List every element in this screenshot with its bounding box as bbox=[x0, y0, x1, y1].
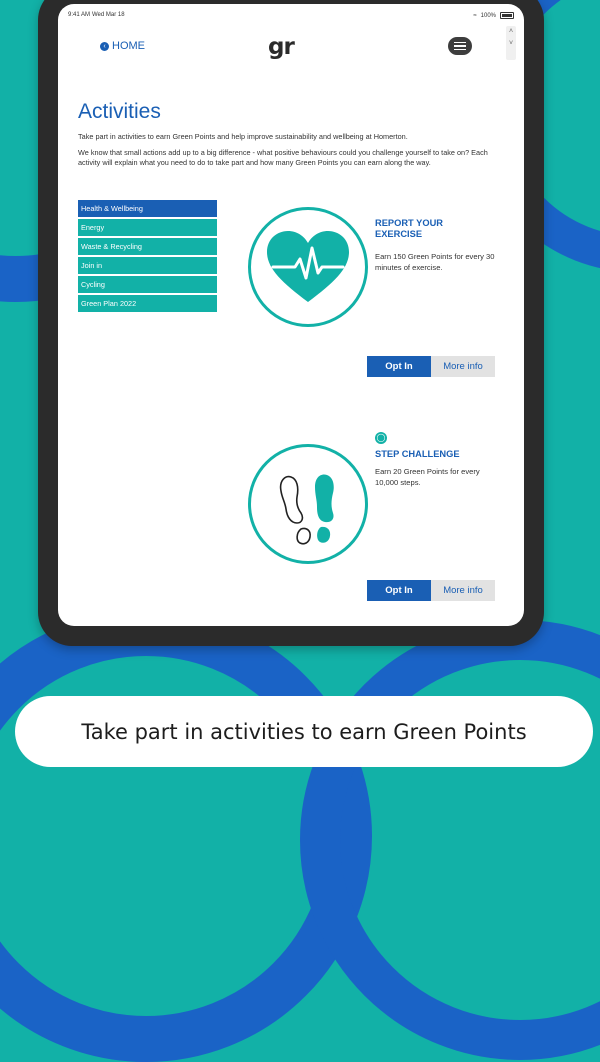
caption-banner: Take part in activities to earn Green Points bbox=[15, 696, 593, 767]
decorative-arc bbox=[300, 620, 600, 1060]
category-waste-recycling[interactable]: Waste & Recycling bbox=[78, 238, 217, 255]
page-title: Activities bbox=[78, 100, 161, 123]
menu-button[interactable] bbox=[448, 37, 472, 55]
category-cycling[interactable]: Cycling bbox=[78, 276, 217, 293]
category-list bbox=[78, 200, 217, 314]
activity-description: Earn 20 Green Points for every 10,000 steps. bbox=[375, 467, 480, 487]
more-info-button[interactable]: More info bbox=[431, 356, 495, 377]
home-link[interactable] bbox=[100, 40, 145, 52]
category-join-in[interactable]: Join in bbox=[78, 257, 217, 274]
status-indicators bbox=[473, 12, 514, 19]
heart-pulse-icon bbox=[251, 210, 365, 324]
activity-description: Earn 150 Green Points for every 30 minutes of exercise. bbox=[375, 252, 495, 272]
battery-icon bbox=[500, 12, 514, 19]
opt-in-button[interactable]: Opt In bbox=[367, 580, 431, 601]
app-screen bbox=[58, 4, 524, 626]
opt-in-button[interactable]: Opt In bbox=[367, 356, 431, 377]
intro-paragraph: We know that small actions add up to a big difference - what positive behaviours could you challenge yourself to take on? Each activity will explain what you need to do to take part and how many Green Points you can earn along the way. bbox=[78, 148, 488, 167]
more-info-button[interactable]: More info bbox=[431, 580, 495, 601]
walking-icon: ◯ bbox=[376, 433, 386, 442]
activity-actions bbox=[367, 580, 495, 601]
scrollbar[interactable] bbox=[506, 26, 516, 60]
activity-actions bbox=[367, 356, 495, 377]
footprints-icon bbox=[251, 447, 365, 561]
status-bar bbox=[58, 4, 524, 18]
tablet-frame bbox=[38, 0, 544, 646]
logo: gr bbox=[268, 34, 294, 60]
chevron-up-icon: ˄ bbox=[508, 28, 514, 35]
status-time: 9:41 AM bbox=[68, 12, 91, 18]
status-date: Wed Mar 18 bbox=[92, 12, 125, 18]
category-energy[interactable]: Energy bbox=[78, 219, 217, 236]
hamburger-icon bbox=[454, 42, 466, 44]
activity-title: REPORT YOUR EXERCISE bbox=[375, 218, 444, 239]
activity-icon-circle bbox=[248, 444, 368, 564]
activity-icon-circle bbox=[248, 207, 368, 327]
home-label: HOME bbox=[112, 40, 145, 52]
activity-title: STEP CHALLENGE bbox=[375, 449, 460, 459]
chevron-left-icon: ‹ bbox=[100, 42, 109, 51]
category-health-wellbeing[interactable]: Health & Wellbeing bbox=[78, 200, 217, 217]
intro-paragraph: Take part in activities to earn Green Points and help improve sustainability and wellbeing at Homerton. bbox=[78, 132, 408, 141]
chevron-down-icon: ˅ bbox=[508, 40, 514, 47]
wifi-icon: ≈ bbox=[473, 12, 477, 19]
category-green-plan[interactable]: Green Plan 2022 bbox=[78, 295, 217, 312]
battery-percent: 100% bbox=[480, 12, 496, 19]
